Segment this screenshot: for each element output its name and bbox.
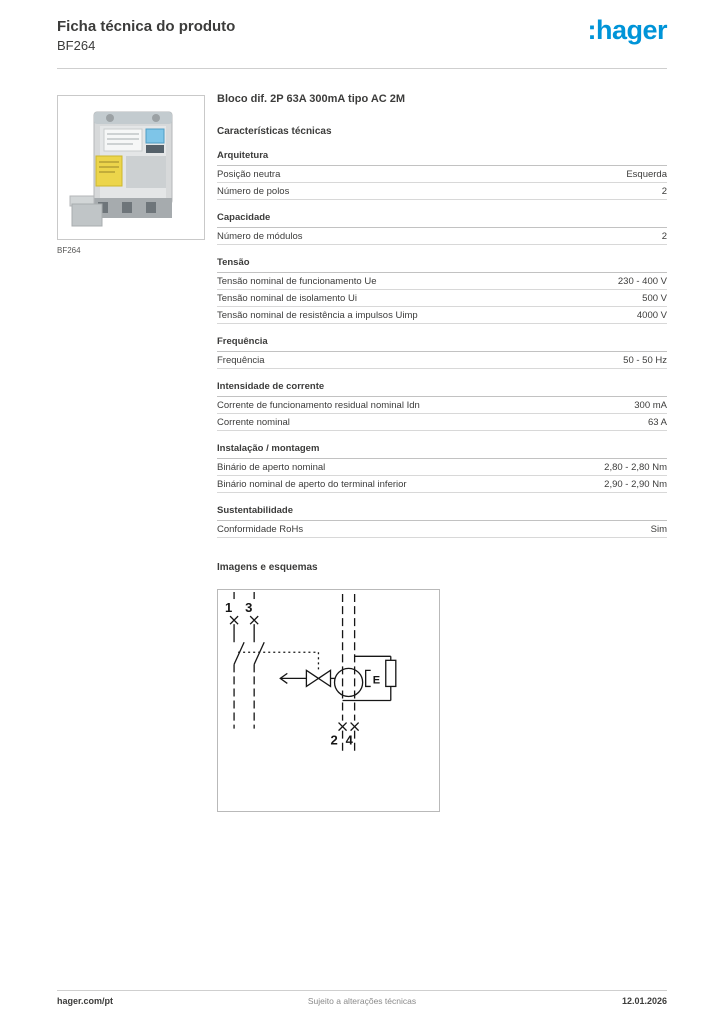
spec-label: Tensão nominal de isolamento Ui — [217, 293, 357, 304]
terminal-label-2: 2 — [330, 732, 338, 748]
product-photo — [58, 96, 204, 239]
spec-label: Tensão nominal de resistência a impulsos Uimp — [217, 310, 418, 321]
earth-label: E — [372, 674, 381, 687]
spec-row — [217, 397, 667, 414]
spec-group-title: Capacidade — [217, 212, 667, 228]
spec-group-title: Intensidade de corrente — [217, 381, 667, 397]
spec-label: Posição neutra — [217, 169, 281, 180]
spec-label: Binário de aperto nominal — [217, 462, 326, 473]
spec-label: Número de polos — [217, 186, 290, 197]
spec-group-capacidade — [217, 212, 667, 245]
spec-value: 2 — [661, 231, 667, 242]
spec-row — [217, 290, 667, 307]
spec-label: Frequência — [217, 355, 265, 366]
spec-value: 2,90 - 2,90 Nm — [604, 479, 667, 490]
spec-value: 300 mA — [634, 400, 667, 411]
product-code: BF264 — [57, 38, 96, 53]
spec-group-title: Tensão — [217, 257, 667, 273]
footer-website-link[interactable]: hager.com/pt — [57, 996, 114, 1006]
wiring-diagram — [218, 590, 439, 811]
spec-label: Conformidade RoHs — [217, 524, 304, 535]
spec-label: Corrente de funcionamento residual nominal Idn — [217, 400, 420, 411]
terminal-label-1: 1 — [225, 600, 233, 616]
product-name: Bloco dif. 2P 63A 300mA tipo AC 2M — [217, 93, 406, 105]
spec-value: Sim — [650, 524, 667, 535]
spec-row — [217, 476, 667, 493]
spec-group-title: Instalação / montagem — [217, 443, 667, 459]
spec-group-title: Frequência — [217, 336, 667, 352]
page-title: Ficha técnica do produto — [57, 18, 236, 35]
spec-row — [217, 183, 667, 200]
spec-group-arquitetura — [217, 150, 667, 200]
spec-label: Número de módulos — [217, 231, 303, 242]
spec-value: 50 - 50 Hz — [623, 355, 667, 366]
header-divider — [57, 68, 667, 69]
spec-value: 2,80 - 2,80 Nm — [604, 462, 667, 473]
spec-group-intensidade — [217, 381, 667, 431]
spec-group-title: Arquitetura — [217, 150, 667, 166]
spec-row — [217, 166, 667, 183]
spec-row — [217, 414, 667, 431]
images-schemas-heading: Imagens e esquemas — [217, 562, 318, 573]
footer-note: Sujeito a alterações técnicas — [307, 996, 417, 1006]
spec-row — [217, 459, 667, 476]
spec-value: 230 - 400 V — [617, 276, 667, 287]
spec-value: Esquerda — [626, 169, 667, 180]
spec-label: Tensão nominal de funcionamento Ue — [217, 276, 377, 287]
terminal-label-3: 3 — [245, 600, 253, 616]
spec-group-frequencia — [217, 336, 667, 369]
spec-group-tensao — [217, 257, 667, 324]
spec-label: Corrente nominal — [217, 417, 290, 428]
hager-logo: :hager — [587, 15, 667, 45]
wiring-diagram-frame — [217, 589, 440, 812]
spec-column — [217, 93, 667, 812]
terminal-label-4: 4 — [345, 732, 353, 748]
spec-row — [217, 307, 667, 324]
footer — [57, 996, 667, 1006]
footer-divider — [57, 990, 667, 991]
spec-group-sustentabilidade — [217, 505, 667, 538]
spec-value: 2 — [661, 186, 667, 197]
spec-value: 500 V — [642, 293, 667, 304]
spec-group-title: Sustentabilidade — [217, 505, 667, 521]
spec-value: 63 A — [647, 417, 667, 428]
tech-characteristics-heading: Características técnicas — [217, 126, 332, 137]
spec-row — [217, 352, 667, 369]
spec-label: Binário nominal de aperto do terminal inferior — [217, 479, 407, 490]
spec-group-instalacao — [217, 443, 667, 493]
spec-row — [217, 521, 667, 538]
footer-date: 12.01.2026 — [621, 996, 667, 1006]
spec-row — [217, 273, 667, 290]
spec-value: 4000 V — [636, 310, 667, 321]
product-image-frame — [57, 95, 205, 240]
product-image-caption: BF264 — [57, 246, 81, 255]
spec-row — [217, 228, 667, 245]
